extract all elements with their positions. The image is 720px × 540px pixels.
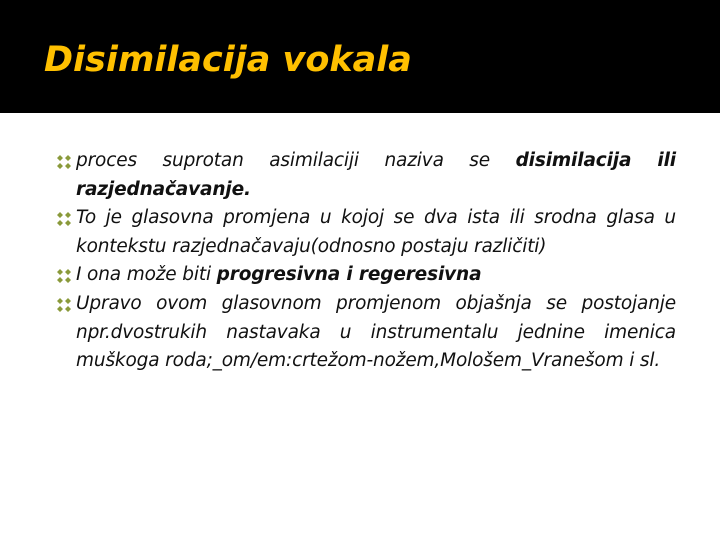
- bullet-item: [56, 261, 676, 290]
- bullet-item: [56, 290, 676, 376]
- bullet-text: I ona može biti: [76, 264, 217, 286]
- slide-title: Disimilacija vokala: [44, 40, 412, 80]
- bullet-text: proces suprotan asimilaciji naziva se: [76, 150, 516, 171]
- bullet-text: To je glasovna promjena u kojoj se dva ista ili srodna glasa u kontekstu razjednačavaju(odnosno postaju različiti): [76, 207, 676, 257]
- diamond-bullet-icon: [56, 297, 72, 313]
- bullet-bold-text: disimilacija ili razjednačavanje.: [76, 150, 676, 200]
- bullet-bold-text: progresivna i regeresivna: [216, 264, 482, 286]
- bullet-list: [56, 147, 676, 376]
- bullet-text: Upravo ovom glasovnom promjenom objašnja se postojanje npr.dvostrukih nastavaka u instrumentalu jednine imenica muškoga roda;_om/em:crtežom-nožem,Mološem_Vranešom i sl.: [76, 292, 676, 372]
- bullet-item: [56, 147, 676, 204]
- diamond-bullet-icon: [56, 154, 72, 170]
- title-bar: [0, 0, 720, 113]
- diamond-bullet-icon: [56, 268, 72, 284]
- diamond-bullet-icon: [56, 211, 72, 227]
- bullet-item: [56, 204, 676, 261]
